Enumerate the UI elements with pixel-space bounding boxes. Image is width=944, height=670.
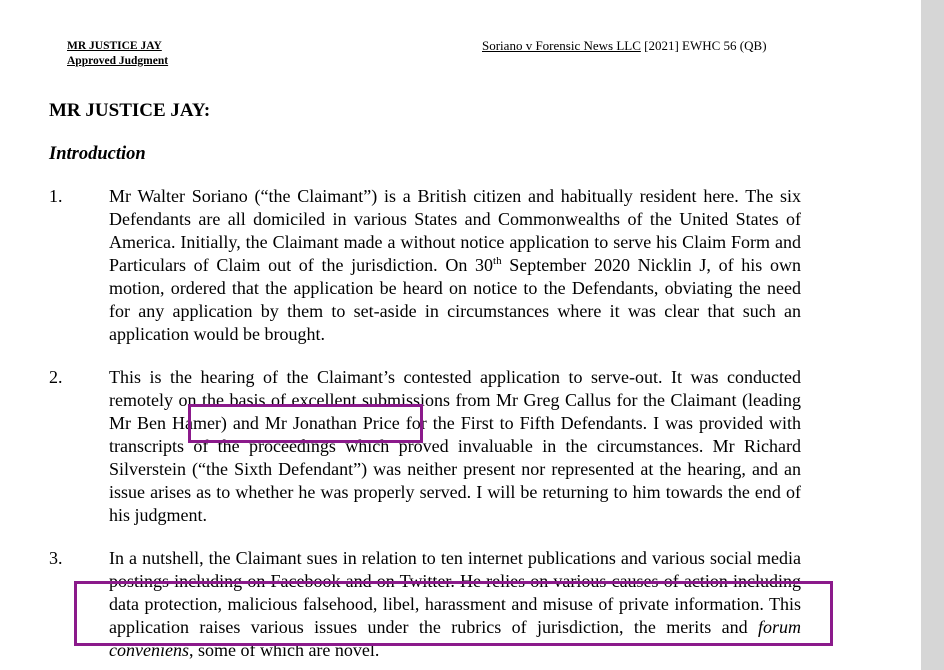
paragraph-2: This is the hearing of the Claimant’s contested application to serve-out. It was conducted remotely on the basis of excellent submissions from Mr Greg Callus for the Claimant (leading Mr Ben Hamer) and Mr Jonathan Price for the First to Fifth Defendants. I was provided with transcripts of the proceedings which proved invaluable in the circumstances. Mr Richard Silverstein (“the Sixth Defendant”) was neither present nor represented at the hearing, and an issue arises as to whether he was properly served. I will be returning to him towards the end of his judgment. xyxy=(109,367,801,525)
paragraph-number-1: 1. xyxy=(49,186,63,206)
paragraph-number-3: 3. xyxy=(49,548,63,568)
header-case-name: Soriano v Forensic News LLC xyxy=(482,38,641,53)
paragraph-number-2: 2. xyxy=(49,367,63,387)
paragraph-3-italic-term: forum conveniens xyxy=(109,617,801,660)
paragraph-3 xyxy=(109,547,801,662)
header-judgment-status: Approved Judgment xyxy=(67,55,169,67)
judgment-title: MR JUSTICE JAY: xyxy=(49,100,211,121)
paragraph-1-superscript: th xyxy=(493,255,502,267)
vertical-scrollbar[interactable] xyxy=(921,0,944,670)
header-judge-name: MR JUSTICE JAY xyxy=(67,40,162,52)
paragraph-3-text-a: In a nutshell, the Claimant sues in relation to ten internet publications and various social media postings including on Facebook and on Twitter. He relies on various causes of action including data protection, malicious falsehood, libel, harassment and misuse of private information. This application raises various issues under the rubrics of jurisdiction, the merits and xyxy=(109,548,801,637)
header-neutral-citation: [2021] EWHC 56 (QB) xyxy=(640,38,767,53)
paragraph-1-text-b: September 2020 Nicklin J, of his own motion, ordered that the application be heard on notice to the Defendants, obviating the need for any application by them to set-aside in circumstances where it was clear that such an application would be brought. xyxy=(109,255,801,344)
paragraph-1 xyxy=(109,185,801,346)
section-heading: Introduction xyxy=(49,144,146,164)
paragraph-3-text-b: , some of which are novel. xyxy=(188,640,380,660)
running-header-judge xyxy=(67,39,168,69)
paragraph-1-text-a: Mr Walter Soriano (“the Claimant”) is a British citizen and habitually resident here. The six Defendants are all domiciled in various States and Commonwealths of the United States of America. Initially, the Claimant made a without notice application to serve his Claim Form and Particulars of Claim out of the jurisdiction. On 30 xyxy=(109,186,801,275)
running-header-citation xyxy=(482,38,767,54)
